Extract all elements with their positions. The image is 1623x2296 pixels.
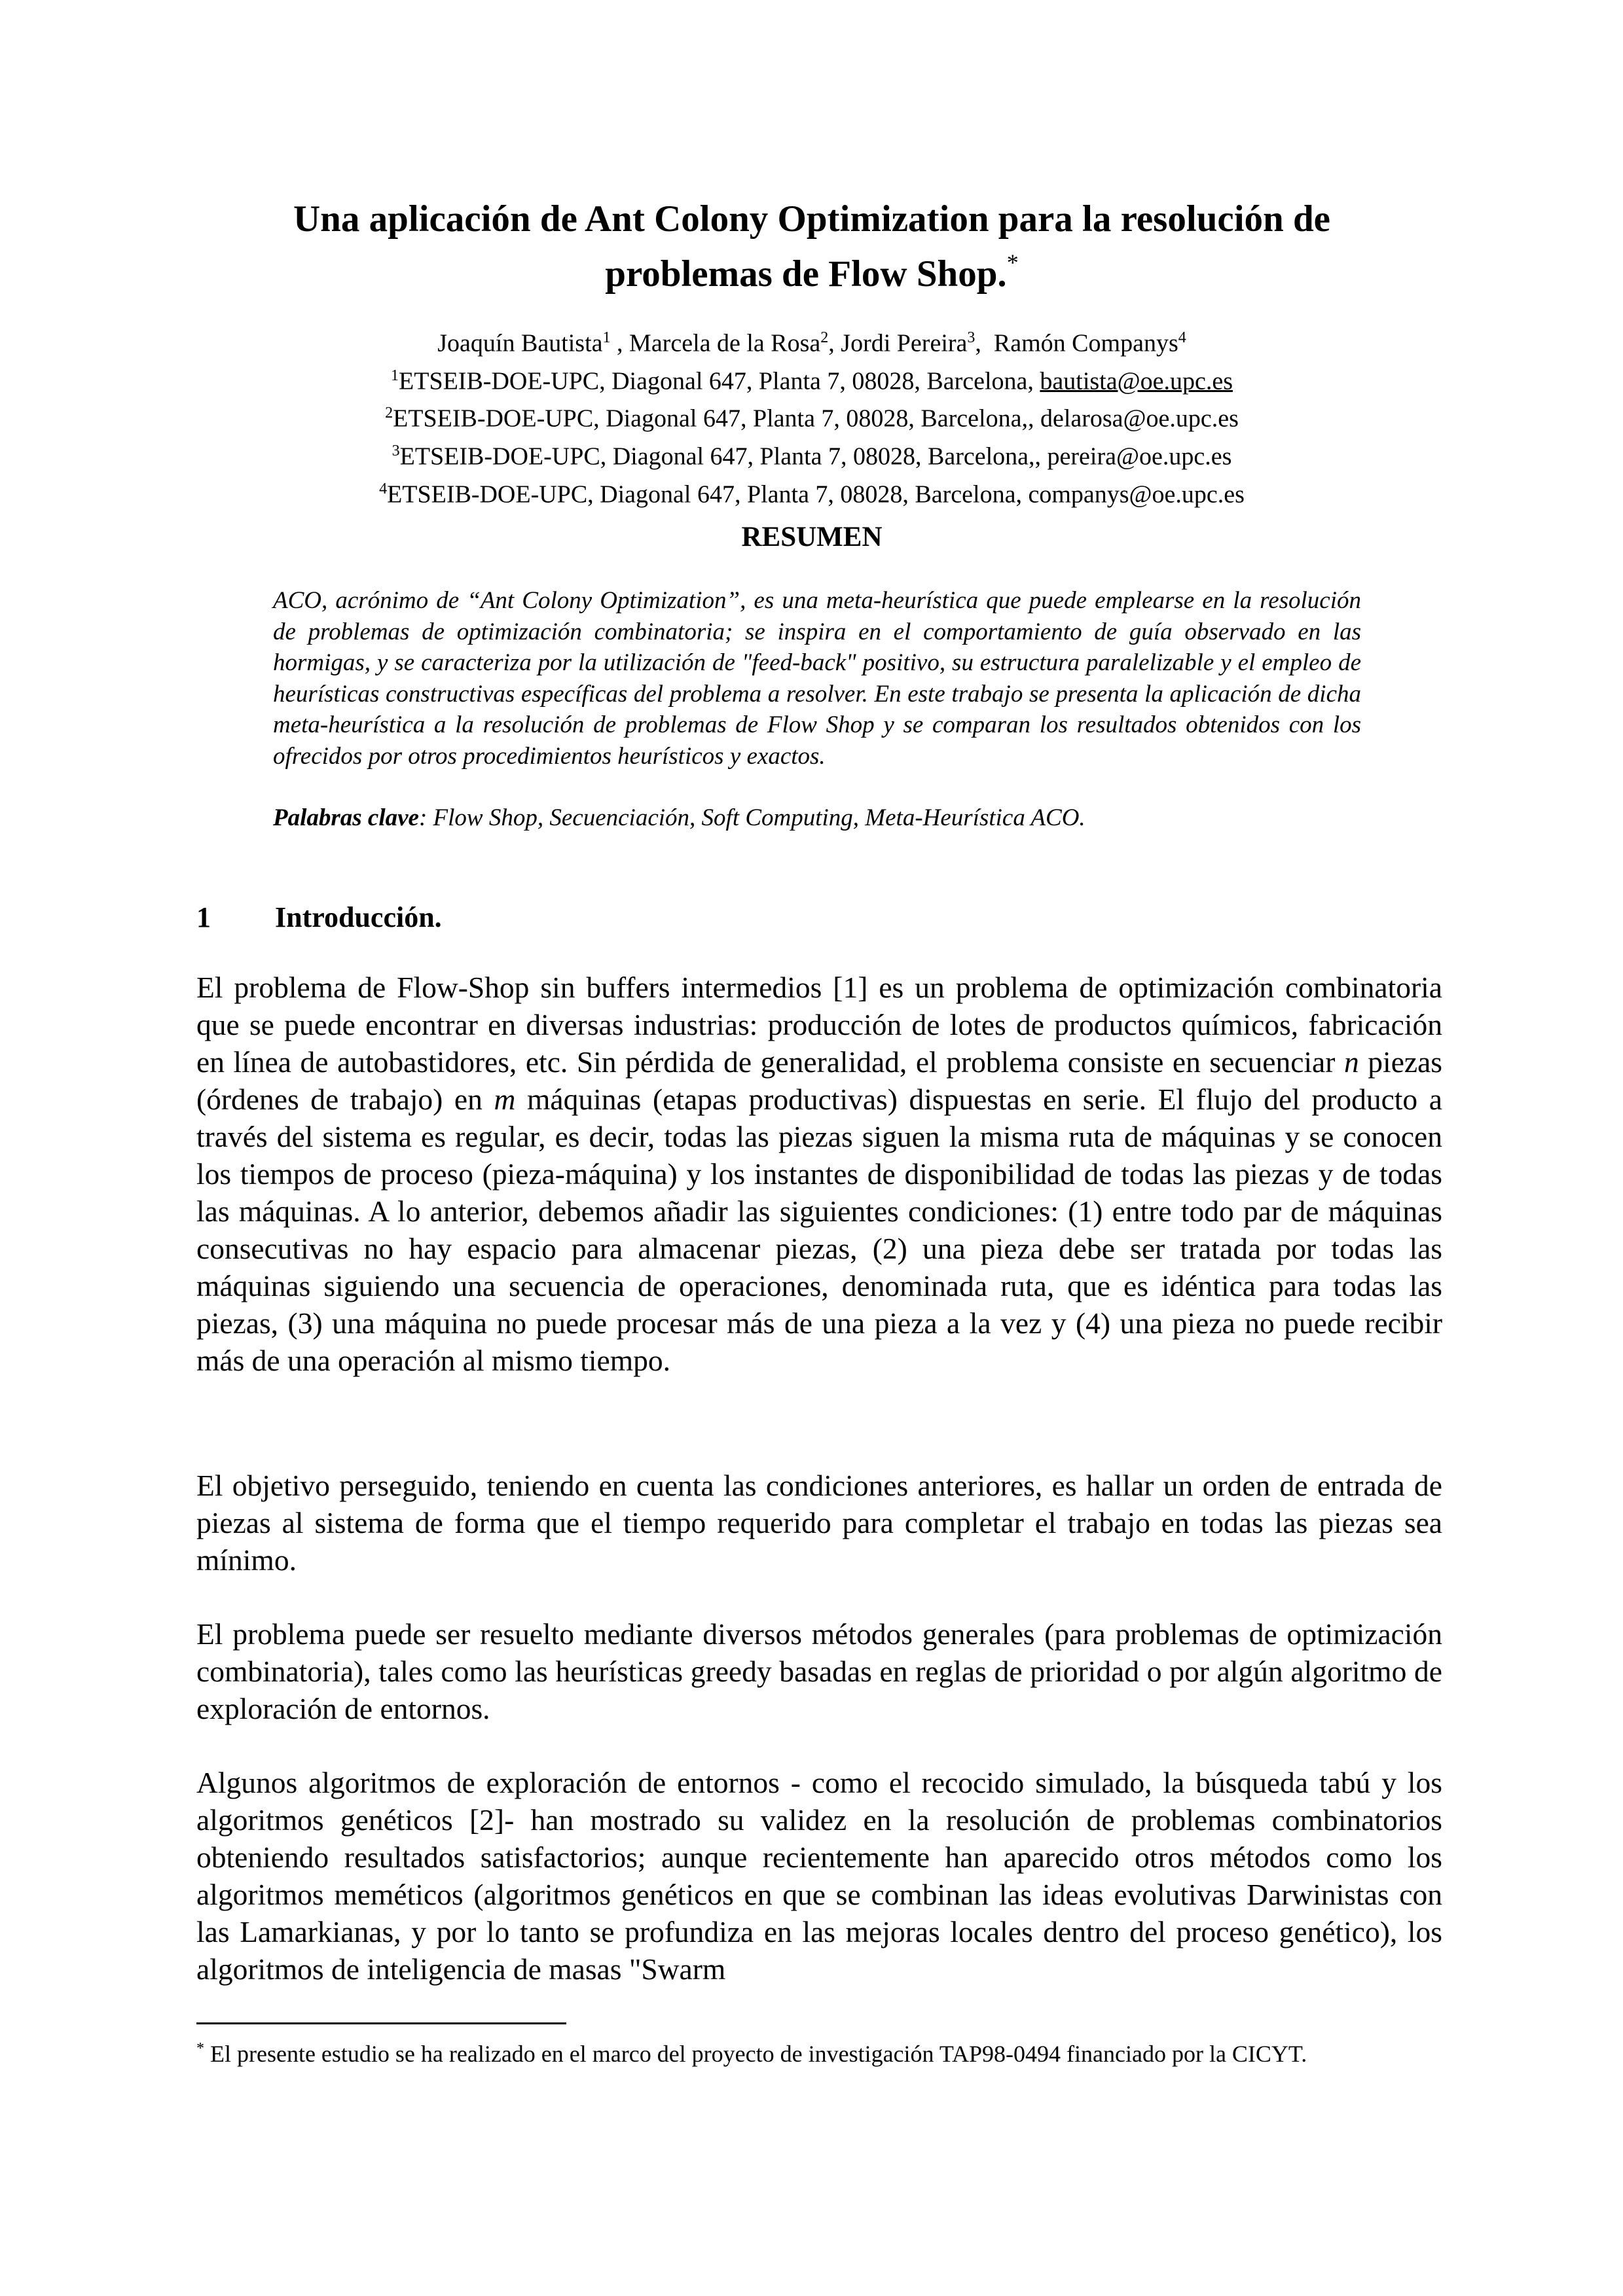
email-text: companys@oe.upc.es [1028,480,1245,509]
author-sup: 1 [602,329,611,346]
email-text: delarosa@oe.upc.es [1040,404,1239,433]
author-name: Jordi Pereira [841,329,968,357]
section-title: Introducción. [275,901,442,933]
abstract-text: ACO, acrónimo de “Ant Colony Optimization”, es una meta-heurística que puede emplearse en la resolución de problemas de optimización combinatoria; se inspira en el comportamiento de guía observado en las hormigas, y se caracteriza por la utilización de "feed-back" positivo, su estructura paralelizable y el empleo de heurísticas constructivas específicas del problema a resolver. En este trabajo se presenta la aplicación de dicha meta-heurística a la resolución de problemas de Flow Shop y se comparan los resultados obtenidos con los ofrecidos por otros procedimientos heurísticos y exactos. [273,587,1361,770]
keywords-label: Palabras clave [273,804,419,831]
body-paragraph-3: El problema puede ser resuelto mediante diversos métodos generales (para problemas de optimización combinatoria), tales como las heurísticas greedy basadas en reglas de prioridad o por algún algoritmo de exploración de entornos. [196,1617,1442,1725]
title-line-1: Una aplicación de Ant Colony Optimization para la resolución de [293,198,1330,240]
paper-title [196,196,1427,297]
paragraph-text: El problema de Flow-Shop sin buffers intermedios [1] es un problema de optimización combinatoria que se puede encontrar en diversas industrias: producción de lotes de productos químicos, fabricación en línea de autobastidores, etc. Sin pérdida de generalidad, el problema consiste en secuenciar [196,971,1442,1079]
affiliation-sup: 3 [392,442,400,459]
author-name: Joaquín Bautista [437,329,603,357]
affiliation-text: ETSEIB-DOE-UPC, Diagonal 647, Planta 7, 08028, Barcelona, [399,367,1040,395]
author-sup: 4 [1178,329,1186,346]
footnote-text: El presente estudio se ha realizado en el marco del proyecto de investigación TAP98-0494 financiado por la CICYT. [204,2041,1307,2067]
affiliation-text: ETSEIB-DOE-UPC, Diagonal 647, Planta 7, 08028, Barcelona,, [393,404,1040,433]
affiliation-sup: 2 [385,404,393,422]
body-paragraph-2: El objetivo perseguido, teniendo en cuenta las condiciones anteriores, es hallar un orden de entrada de piezas al sistema de forma que el tiempo requerido para completar el trabajo en todas las piezas sea mínimo. [196,1469,1442,1577]
affiliation-text: ETSEIB-DOE-UPC, Diagonal 647, Planta 7, 08028, Barcelona, [387,480,1029,509]
paragraph-text: piezas (órdenes de trabajo) en [196,1045,1442,1116]
author-block [196,322,1427,511]
title-line-2: problemas de Flow Shop. [605,253,1007,295]
variable-m: m [494,1083,516,1116]
affiliation-3 [196,435,1427,473]
body-paragraph-4: Algunos algoritmos de exploración de entornos - como el recocido simulado, la búsqueda tabú y los algoritmos genéticos [2]- han mostrado su validez en la resolución de problemas combinatorios obteniendo resultados satisfactorios; aunque recientemente han aparecido otros métodos como los algoritmos meméticos (algoritmos genéticos en que se combinan las ideas evolutivas Darwinistas con las Lamarkianas, y por lo tanto se profundiza en las mejoras locales dentro del proceso genético), los algoritmos de inteligencia de masas "Swarm [196,1766,1442,1986]
paragraph-text: máquinas (etapas productivas) dispuestas en serie. El flujo del producto a través del sistema es regular, es decir, todas las piezas siguen la misma ruta de máquinas y se conocen los tiempos de proceso (pieza-máquina) y los instantes de disponibilidad de todas las piezas y de todas las máquinas. A lo anterior, debemos añadir las siguientes condiciones: (1) entre todo par de máquinas consecutivas no hay espacio para almacenar piezas, (2) una pieza debe ser tratada por todas las máquinas siguiendo una secuencia de operaciones, denominada ruta, que es idéntica para todas las piezas, (3) una máquina no puede procesar más de una pieza a la vez y (4) una pieza no puede recibir más de una operación al mismo tiempo. [196,1083,1442,1377]
author-sup: 3 [967,329,976,346]
keywords-list: : Flow Shop, Secuenciación, Soft Computing, Meta-Heurística ACO. [418,804,1085,831]
affiliation-sup: 4 [379,480,388,497]
author-sup: 2 [820,329,829,346]
keywords [273,802,1361,834]
footnote-mark: * [196,2040,204,2057]
footnote-divider [196,2022,566,2024]
abstract-heading: RESUMEN [741,522,883,552]
author-name: Ramón Companys [993,329,1178,357]
footnote [196,2034,1442,2069]
author-list: Joaquín Bautista$^1$ , Marcela de la Rosa$^2$, Jordi Pereira$^3$, Ramón Companys$^4$ [437,329,1186,357]
author-name: Marcela de la Rosa [629,329,821,357]
email-link[interactable]: bautista@oe.upc.es [1040,367,1233,395]
affiliation-text: ETSEIB-DOE-UPC, Diagonal 647, Planta 7, 08028, Barcelona,, [399,442,1048,471]
section-number: 1 [196,901,211,933]
affiliation-4 [196,473,1427,511]
variable-n: n [1343,1045,1359,1079]
email-text: pereira@oe.upc.es [1047,442,1232,471]
title-footnote-mark: * [1006,249,1019,276]
body-paragraph-1 [196,969,1442,1379]
affiliation-2 [196,397,1427,435]
affiliation-sup: 1 [391,367,399,384]
section-heading [196,900,442,935]
affiliation-1 [196,360,1427,398]
